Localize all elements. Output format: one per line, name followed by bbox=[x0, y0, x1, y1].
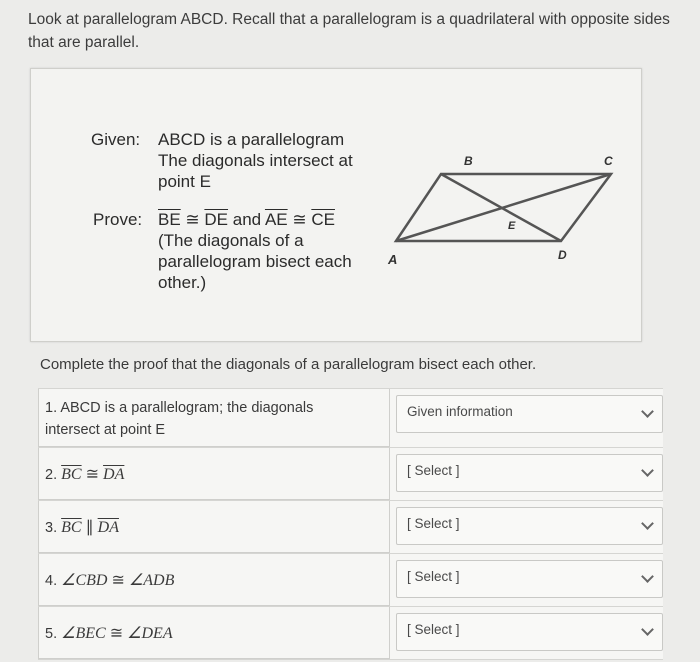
congruent-symbol: ≅ bbox=[185, 210, 200, 229]
vertex-label-d: D bbox=[558, 248, 567, 262]
statement-2 bbox=[38, 448, 390, 500]
reason-value: Given information bbox=[407, 404, 513, 419]
segment-bc: $\overline{BC}$ bbox=[61, 519, 82, 536]
given-line-1: ABCD is a parallelogram bbox=[158, 130, 345, 149]
segment-ce: $\overline{CE}$ bbox=[311, 210, 335, 229]
proof-row-2 bbox=[38, 448, 663, 501]
vertex-label-c: C bbox=[604, 154, 613, 168]
statement-5 bbox=[38, 607, 390, 659]
statement-text-cont: intersect at point E bbox=[45, 422, 166, 438]
statement-num: 2. bbox=[45, 467, 58, 483]
proof-row-1 bbox=[38, 389, 663, 448]
reason-value: [ Select ] bbox=[407, 463, 460, 478]
reason-value: [ Select ] bbox=[407, 516, 460, 531]
reason-select-3[interactable] bbox=[396, 507, 663, 545]
instruction-text: Complete the proof that the diagonals of a parallelogram bisect each other. bbox=[40, 356, 537, 373]
given-label: Given: bbox=[91, 130, 141, 149]
reason-select-4[interactable] bbox=[396, 560, 663, 598]
given-line-3: point E bbox=[158, 172, 211, 191]
reason-select-2[interactable] bbox=[396, 454, 663, 492]
chevron-down-icon bbox=[641, 570, 654, 583]
chevron-down-icon bbox=[641, 405, 654, 418]
prove-note-3: other.) bbox=[158, 273, 207, 292]
proof-row-5 bbox=[38, 607, 663, 660]
statement-num: 1. bbox=[45, 400, 58, 416]
vertex-label-b: B bbox=[464, 154, 473, 168]
segment-bc: $\overline{BC}$ bbox=[61, 466, 82, 483]
given-text bbox=[158, 129, 388, 192]
statement-text: ABCD is a parallelogram; the diagonals bbox=[60, 400, 314, 416]
statement-num: 5. bbox=[45, 626, 58, 642]
segment-de: $\overline{DE}$ bbox=[204, 210, 229, 229]
proof-table bbox=[38, 388, 663, 660]
prove-note-1: (The diagonals of a bbox=[158, 231, 304, 250]
angle-dea: ∠DEA bbox=[127, 625, 173, 642]
segment-da: $\overline{DA}$ bbox=[103, 466, 125, 483]
parallelogram-diagram bbox=[386, 149, 626, 274]
segment-be: $\overline{BE}$ bbox=[158, 210, 181, 229]
statement-1 bbox=[38, 389, 390, 447]
proof-row-4 bbox=[38, 554, 663, 607]
figure-box bbox=[30, 68, 642, 342]
congruent-symbol: ≅ bbox=[85, 466, 100, 483]
statement-num: 4. bbox=[45, 573, 58, 589]
segment-ae: $\overline{AE}$ bbox=[264, 210, 288, 229]
statement-num: 3. bbox=[45, 520, 58, 536]
segment-da: $\overline{DA}$ bbox=[97, 519, 119, 536]
chevron-down-icon bbox=[641, 623, 654, 636]
intro-text: Look at parallelogram ABCD. Recall that a parallelogram is a quadrilateral with opposite sides that are parallel. bbox=[28, 11, 670, 51]
and-word: and bbox=[232, 210, 262, 229]
congruent-symbol: ≅ bbox=[109, 625, 124, 642]
chevron-down-icon bbox=[641, 517, 654, 530]
statement-4 bbox=[38, 554, 390, 606]
prove-label: Prove: bbox=[93, 210, 143, 229]
prove-statement bbox=[158, 209, 388, 230]
prove-note-2: parallelogram bisect each bbox=[158, 252, 352, 271]
angle-bec: ∠BEC bbox=[61, 625, 106, 642]
diagonal-bd bbox=[441, 174, 561, 241]
given-line-2: The diagonals intersect at bbox=[158, 151, 353, 170]
reason-select-5[interactable] bbox=[396, 613, 663, 651]
angle-cbd: ∠CBD bbox=[61, 572, 108, 589]
chevron-down-icon bbox=[641, 464, 654, 477]
angle-adb: ∠ADB bbox=[128, 572, 175, 589]
reason-value: [ Select ] bbox=[407, 622, 460, 637]
intersection-label-e: E bbox=[508, 220, 516, 232]
vertex-label-a: A bbox=[388, 252, 398, 267]
reason-select-1[interactable] bbox=[396, 395, 663, 433]
reason-value: [ Select ] bbox=[407, 569, 460, 584]
parallel-symbol: ∥ bbox=[85, 519, 94, 536]
congruent-symbol: ≅ bbox=[111, 572, 125, 589]
proof-row-3 bbox=[38, 501, 663, 554]
congruent-symbol: ≅ bbox=[292, 210, 307, 229]
statement-3 bbox=[38, 501, 390, 553]
prove-text bbox=[158, 209, 388, 293]
